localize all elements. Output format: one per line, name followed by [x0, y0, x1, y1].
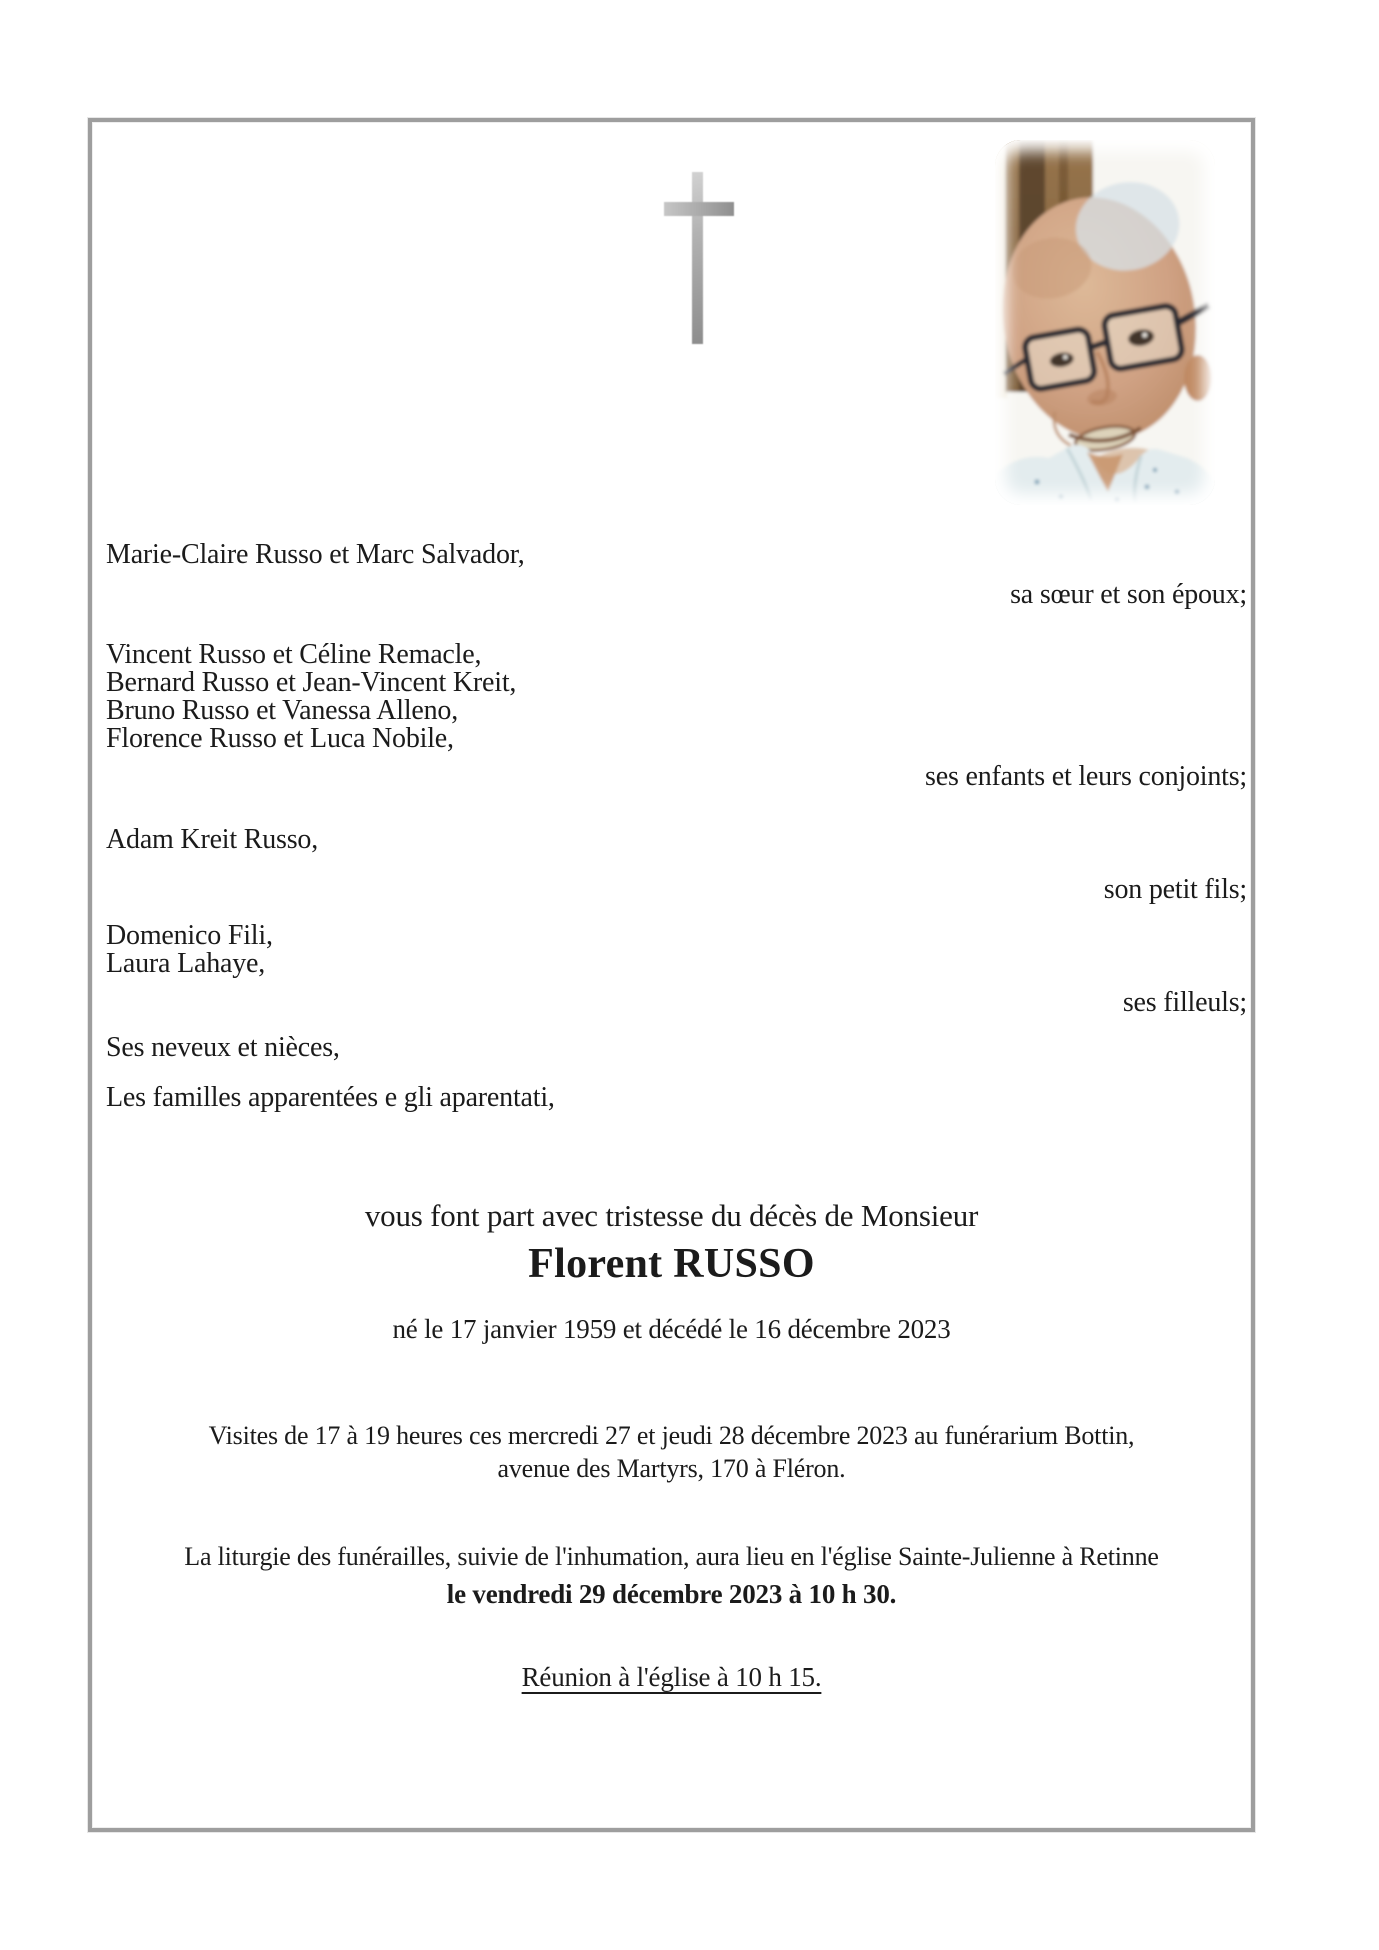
relation-label: sa sœur et son époux;: [1010, 579, 1247, 610]
family-name-line: Marie-Claire Russo et Marc Salvador,: [106, 539, 525, 570]
relation-label: son petit fils;: [1103, 874, 1247, 905]
announcement-intro: vous font part avec tristesse du décès de Monsieur: [364, 1198, 979, 1233]
family-name-line: Bruno Russo et Vanessa Alleno,: [106, 695, 459, 726]
family-name-line: Vincent Russo et Céline Remacle,: [106, 639, 482, 670]
portrait-illustration: [995, 140, 1215, 505]
family-closing-line: Les familles apparentées e gli aparentati,: [106, 1082, 555, 1113]
family-name-line: Florence Russo et Luca Nobile,: [106, 723, 454, 754]
relation-label: ses enfants et leurs conjoints;: [925, 761, 1247, 792]
cross-vertical-bar: [692, 172, 703, 344]
relation-label: ses filleuls;: [1122, 987, 1247, 1018]
cross-horizontal-bar: [664, 202, 734, 216]
portrait-photo: [995, 140, 1215, 505]
liturgy-line: La liturgie des funérailles, suivie de l'inhumation, aura lieu en l'église Sainte-Julienne à Retinne: [184, 1542, 1159, 1571]
visits-address-line: avenue des Martyrs, 170 à Fléron.: [497, 1454, 846, 1483]
life-dates: né le 17 janvier 1959 et décédé le 16 décembre 2023: [392, 1314, 951, 1344]
family-name-line: Laura Lahaye,: [106, 948, 266, 979]
card-content: [92, 122, 1251, 1828]
church-meeting-line: Réunion à l'église à 10 h 15.: [521, 1662, 822, 1692]
family-closing-line: Ses neveux et nièces,: [106, 1032, 340, 1063]
deceased-name: Florent RUSSO: [528, 1241, 815, 1287]
mourning-card-frame: [88, 118, 1255, 1832]
family-name-line: Bernard Russo et Jean-Vincent Kreit,: [106, 667, 517, 698]
family-name-line: Adam Kreit Russo,: [106, 824, 319, 855]
visits-line: Visites de 17 à 19 heures ces mercredi 27 et jeudi 28 décembre 2023 au funérarium Bottin,: [208, 1421, 1135, 1450]
funeral-datetime: le vendredi 29 décembre 2023 à 10 h 30.: [446, 1579, 897, 1609]
family-name-line: Domenico Fili,: [106, 920, 273, 951]
